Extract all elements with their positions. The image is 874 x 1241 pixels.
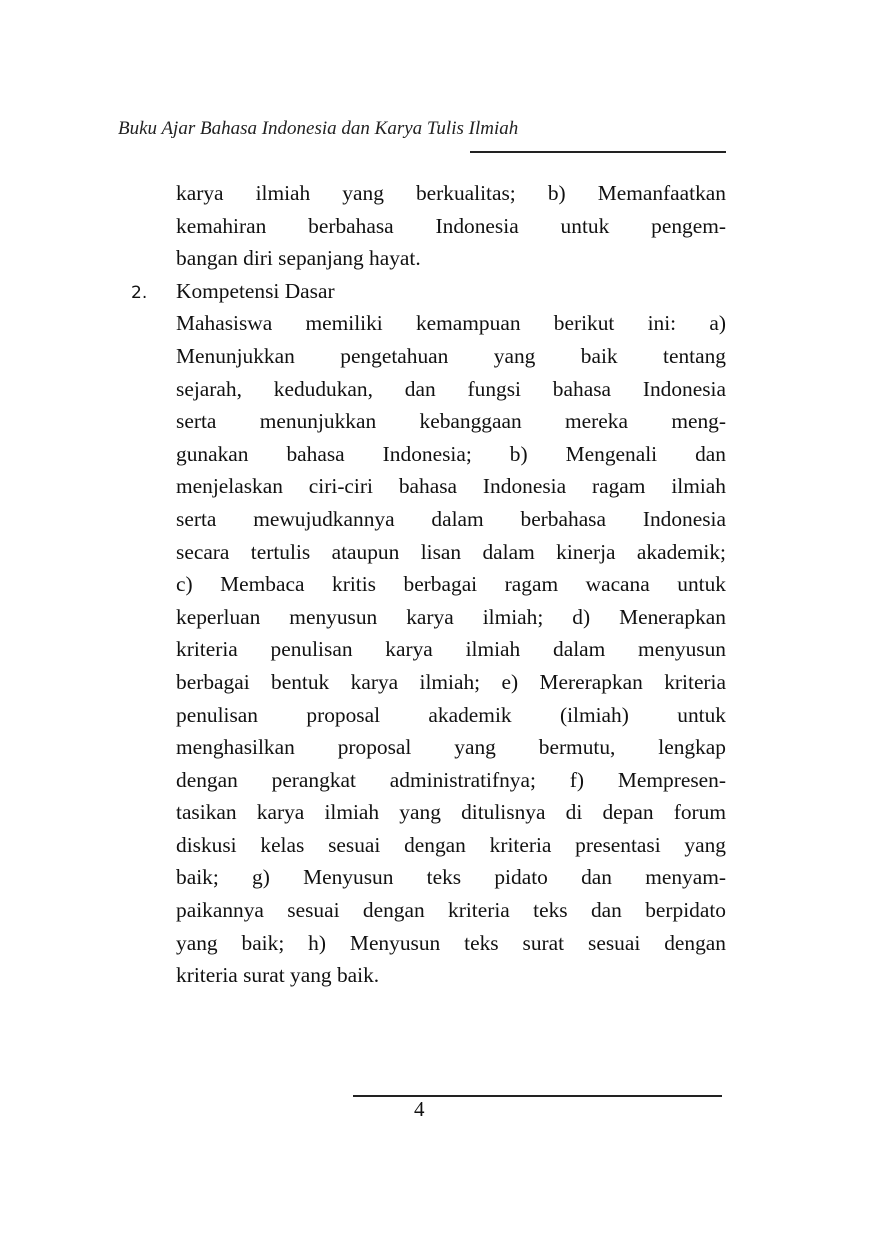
section-title: Kompetensi Dasar	[176, 278, 335, 303]
page-number: 4	[414, 1097, 425, 1121]
text-line: sejarah, kedudukan, dan fungsi bahasa Indonesia	[176, 376, 726, 401]
header-rule	[470, 151, 726, 153]
text-line: menjelaskan ciri-ciri bahasa Indonesia ragam ilmiah	[176, 474, 726, 499]
text-line: karya ilmiah yang berkualitas; b) Memanfaatkan	[176, 181, 726, 205]
item-number: 2.	[131, 283, 148, 303]
text-line: bangan diri sepanjang hayat.	[176, 246, 421, 271]
text-line: diskusi kelas sesuai dengan kriteria presentasi yang	[176, 832, 726, 857]
text-line: secara tertulis ataupun lisan dalam kinerja akademik;	[176, 539, 726, 564]
text-line: kemahiran berbahasa Indonesia untuk pengem-	[176, 213, 726, 238]
text-line: menghasilkan proposal yang bermutu, lengkap	[176, 735, 726, 760]
text-line: Mahasiswa memiliki kemampuan berikut ini: a)	[176, 311, 726, 336]
footer-rule	[353, 1095, 722, 1097]
text-line: kriteria penulisan karya ilmiah dalam menyusun	[176, 637, 726, 662]
text-line: keperluan menyusun karya ilmiah; d) Menerapkan	[176, 604, 726, 629]
body-text	[176, 177, 726, 992]
text-line: berbagai bentuk karya ilmiah; e) Mererapkan kriteria	[176, 669, 726, 694]
text-line: penulisan proposal akademik (ilmiah) untuk	[176, 702, 726, 727]
text-line: Menunjukkan pengetahuan yang baik tentang	[176, 343, 726, 368]
text-line: yang baik; h) Menyusun teks surat sesuai dengan	[176, 930, 726, 955]
text-line: serta menunjukkan kebanggaan mereka meng-	[176, 409, 726, 434]
text-line: c) Membaca kritis berbagai ragam wacana untuk	[176, 572, 726, 597]
text-line: paikannya sesuai dengan kriteria teks dan berpidato	[176, 898, 726, 923]
running-header: Buku Ajar Bahasa Indonesia dan Karya Tulis Ilmiah	[118, 118, 519, 139]
text-line: dengan perangkat administratifnya; f) Mempresen-	[176, 767, 726, 792]
text-line: tasikan karya ilmiah yang ditulisnya di depan forum	[176, 800, 726, 825]
text-line: kriteria surat yang baik.	[176, 963, 380, 988]
text-line: serta mewujudkannya dalam berbahasa Indonesia	[176, 506, 726, 531]
text-line: baik; g) Menyusun teks pidato dan menyam-	[176, 865, 726, 890]
text-line: gunakan bahasa Indonesia; b) Mengenali dan	[176, 441, 726, 466]
